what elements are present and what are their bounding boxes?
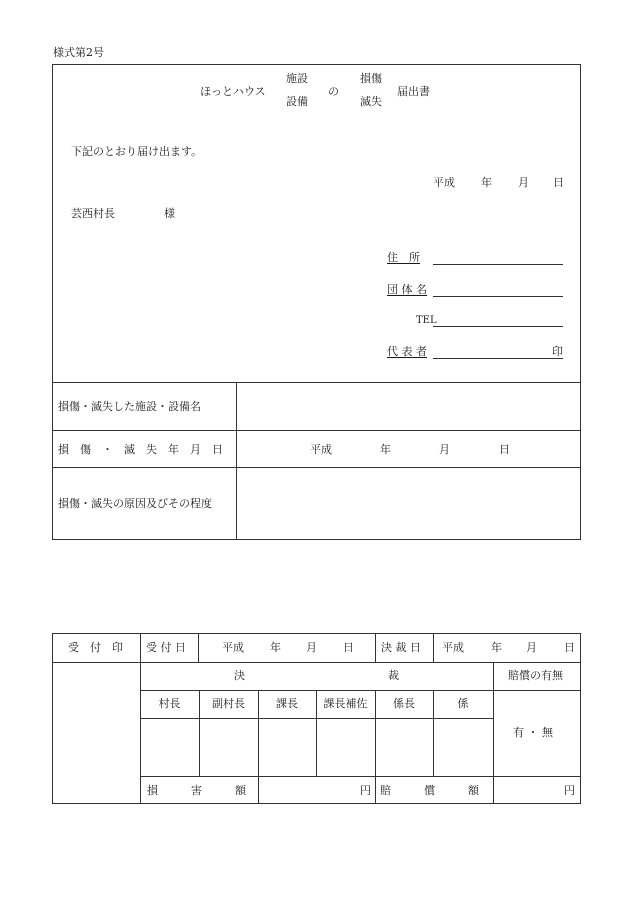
title-option-equipment: 設備	[286, 95, 308, 108]
decision-date-year: 年	[491, 641, 502, 654]
decision-date-label: 決 裁 日	[381, 641, 421, 654]
damage-date-year: 年	[380, 443, 391, 456]
cause-label: 損傷・滅失の原因及びその程度	[58, 497, 212, 510]
address-field[interactable]	[433, 264, 563, 265]
decision-header-left: 決	[234, 669, 245, 682]
facility-name-label: 損傷・滅失した施設・設備名	[58, 400, 201, 413]
decision-header-right: 裁	[388, 669, 399, 682]
form-number: 様式第2号	[53, 46, 104, 59]
receipt-date-year: 年	[270, 641, 281, 654]
representative-field[interactable]	[433, 358, 563, 359]
office-col-receipt-date	[198, 633, 199, 662]
tel-label: TEL	[416, 315, 437, 326]
damage-date-era: 平成	[310, 443, 332, 456]
compensation-choice: 有 ・ 無	[513, 726, 553, 739]
submission-era: 平成	[433, 176, 455, 189]
submission-day: 日	[553, 176, 564, 189]
decision-date-month: 月	[526, 641, 537, 654]
cause-field[interactable]	[237, 468, 580, 539]
tel-field[interactable]	[433, 326, 563, 327]
approver-section-chief: 課長	[276, 697, 298, 710]
receipt-date-era: 平成	[222, 641, 244, 654]
org-name-label: 団 体 名	[387, 283, 427, 296]
title-option-loss: 滅失	[360, 95, 382, 108]
seal-mark: 印	[552, 345, 563, 358]
addressee-name: 芸西村長	[71, 207, 115, 220]
compensation-amount-label: 賠 償 額	[380, 784, 479, 797]
title-option-facility: 施設	[286, 72, 308, 85]
approver-deputy-mayor: 副村長	[212, 697, 245, 710]
damage-date-month: 月	[439, 443, 450, 456]
representative-label: 代 表 者	[387, 345, 427, 358]
office-col-seal	[140, 633, 141, 804]
title-prefix: ほっとハウス	[200, 85, 266, 98]
approver-subsection-chief: 係長	[393, 697, 415, 710]
damage-amount-unit: 円	[360, 784, 371, 797]
office-col-decision-date	[433, 633, 434, 662]
intro-text: 下記のとおり届け出ます。	[71, 145, 203, 158]
submission-month: 月	[518, 176, 529, 189]
receipt-seal-label: 受 付 印	[68, 641, 123, 654]
approver-mayor: 村長	[158, 697, 181, 710]
decision-date-era: 平成	[442, 641, 464, 654]
receipt-date-month: 月	[306, 641, 317, 654]
receipt-date-day: 日	[343, 641, 354, 654]
approver-staff: 係	[457, 697, 469, 710]
address-label: 住 所	[387, 251, 420, 264]
office-row-divider-1	[52, 662, 581, 663]
approver-assistant-chief: 課長補佐	[323, 697, 368, 710]
office-row-divider-2	[140, 690, 581, 691]
title-particle: の	[328, 85, 339, 98]
office-col-compensation	[493, 662, 494, 804]
title-option-damage: 損傷	[360, 72, 382, 85]
damage-date-label: 損 傷 ・ 滅 失 年 月 日	[58, 443, 223, 456]
facility-name-field[interactable]	[237, 383, 580, 430]
compensation-amount-unit: 円	[564, 784, 575, 797]
compensation-header: 賠償の有無	[508, 669, 563, 682]
submission-year: 年	[481, 176, 492, 189]
damage-amount-label: 損 害 額	[147, 784, 246, 797]
details-divider-1	[52, 430, 581, 431]
org-name-field[interactable]	[433, 296, 563, 297]
addressee-honorific: 様	[164, 207, 175, 220]
title-suffix: 届出書	[397, 85, 430, 98]
office-col-decision-label	[375, 633, 376, 662]
receipt-date-label: 受 付 日	[146, 641, 186, 654]
office-row-divider-4	[140, 776, 581, 777]
damage-date-day: 日	[499, 443, 510, 456]
decision-date-day: 日	[564, 641, 575, 654]
